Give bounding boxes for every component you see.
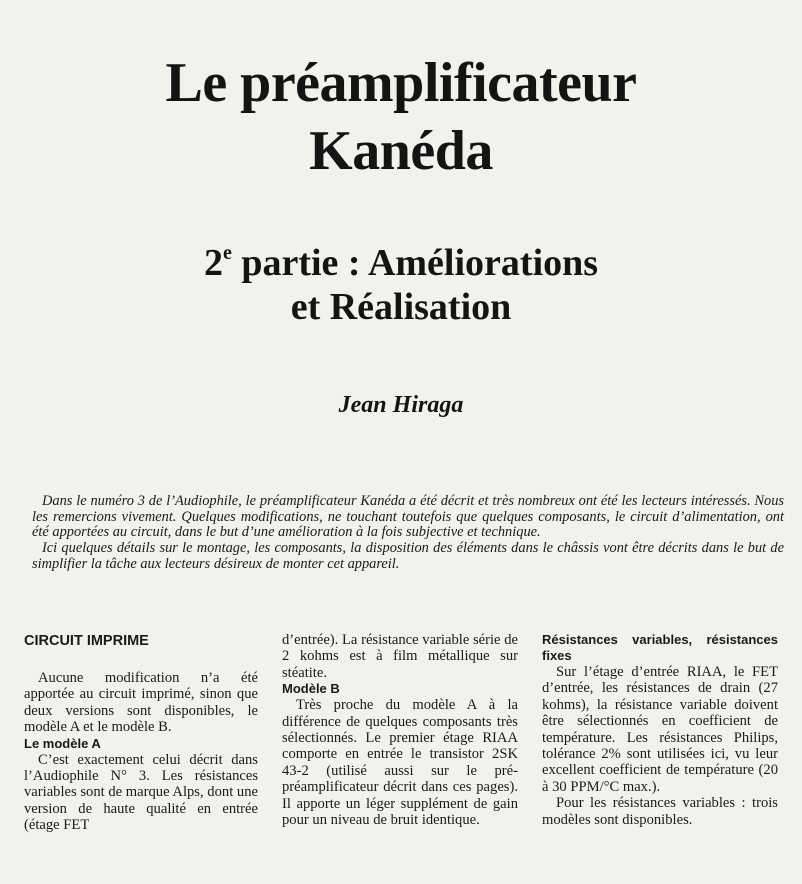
body-paragraph: Pour les résistances variables : trois modèles sont disponibles. xyxy=(542,795,778,828)
body-paragraph: Sur l’étage d’entrée RIAA, le FET d’entrée, les résistances de drain (27 kohms), la résistance variable doivent être sélectionnés en coefficient de température. Les résistances Philips, tolérance 2% sont utilisées ici, vu leur excellent coefficient de température (20 à 30 PPM/°C max.). xyxy=(542,664,778,795)
section-heading: CIRCUIT IMPRIME xyxy=(24,633,149,649)
intro-text-1: Dans le numéro 3 de l’Audiophile, le préamplificateur Kanéda a été décrit et très nombreux ont été les lecteurs intéressés. Nous les remercions vivement. Quelques modifications, ne touchant toutefois que quelques composants, le circuit d’alimentation, ont été apportées au circuit, dans le but d’une amélioration à la fois subjective et technique. xyxy=(32,493,784,541)
article-title-line-2: Kanéda xyxy=(309,120,493,182)
subtitle-text: partie : Améliorations xyxy=(231,242,599,284)
intro-paragraph xyxy=(32,494,784,573)
intro-text-2: Ici quelques détails sur le montage, les composants, la disposition des éléments dans le châssis vont être décrits dans le but de simplifier la tâche aux lecteurs désireux de monter cet appareil. xyxy=(32,540,784,572)
part-number-superscript: e xyxy=(222,242,232,264)
body-paragraph: Très proche du modèle A à la différence de quelques composants très sélectionnés. Le premier étage RIAA comporte en entrée le transistor 2SK 43-2 (utilisé aussi sur le pré-préamplificateur décrit dans ces pages). Il apporte un léger supplément de gain pour un niveau de bruit identique. xyxy=(282,697,518,829)
subsection-heading: Modèle B xyxy=(282,681,340,697)
body-column-3 xyxy=(542,632,778,828)
subsection-heading: Résistances variables, résistances fixes xyxy=(542,632,778,663)
body-paragraph: C’est exactement celui décrit dans l’Audiophile N° 3. Les résistances variables sont de marque Alps, dont une version de haute qualité en entrée (étage FET xyxy=(24,751,258,834)
subsection-heading: Le modèle A xyxy=(24,735,101,751)
body-column-1 xyxy=(24,632,258,834)
body-paragraph: d’entrée). La résistance variable série de 2 kohms est à film métallique sur stéatite. xyxy=(282,632,518,681)
part-number: 2 xyxy=(203,242,223,284)
article-subtitle-line-1 xyxy=(0,228,802,288)
body-column-2 xyxy=(282,632,518,828)
author-byline: Jean Hiraga xyxy=(338,392,464,418)
body-paragraph: Aucune modification n’a été apportée au circuit imprimé, sinon que deux versions sont disponibles, le modèle A et le modèle B. xyxy=(24,670,258,736)
article-title-line-1: Le préamplificateur xyxy=(165,52,637,114)
article-subtitle-line-2: et Réalisation xyxy=(290,286,512,328)
